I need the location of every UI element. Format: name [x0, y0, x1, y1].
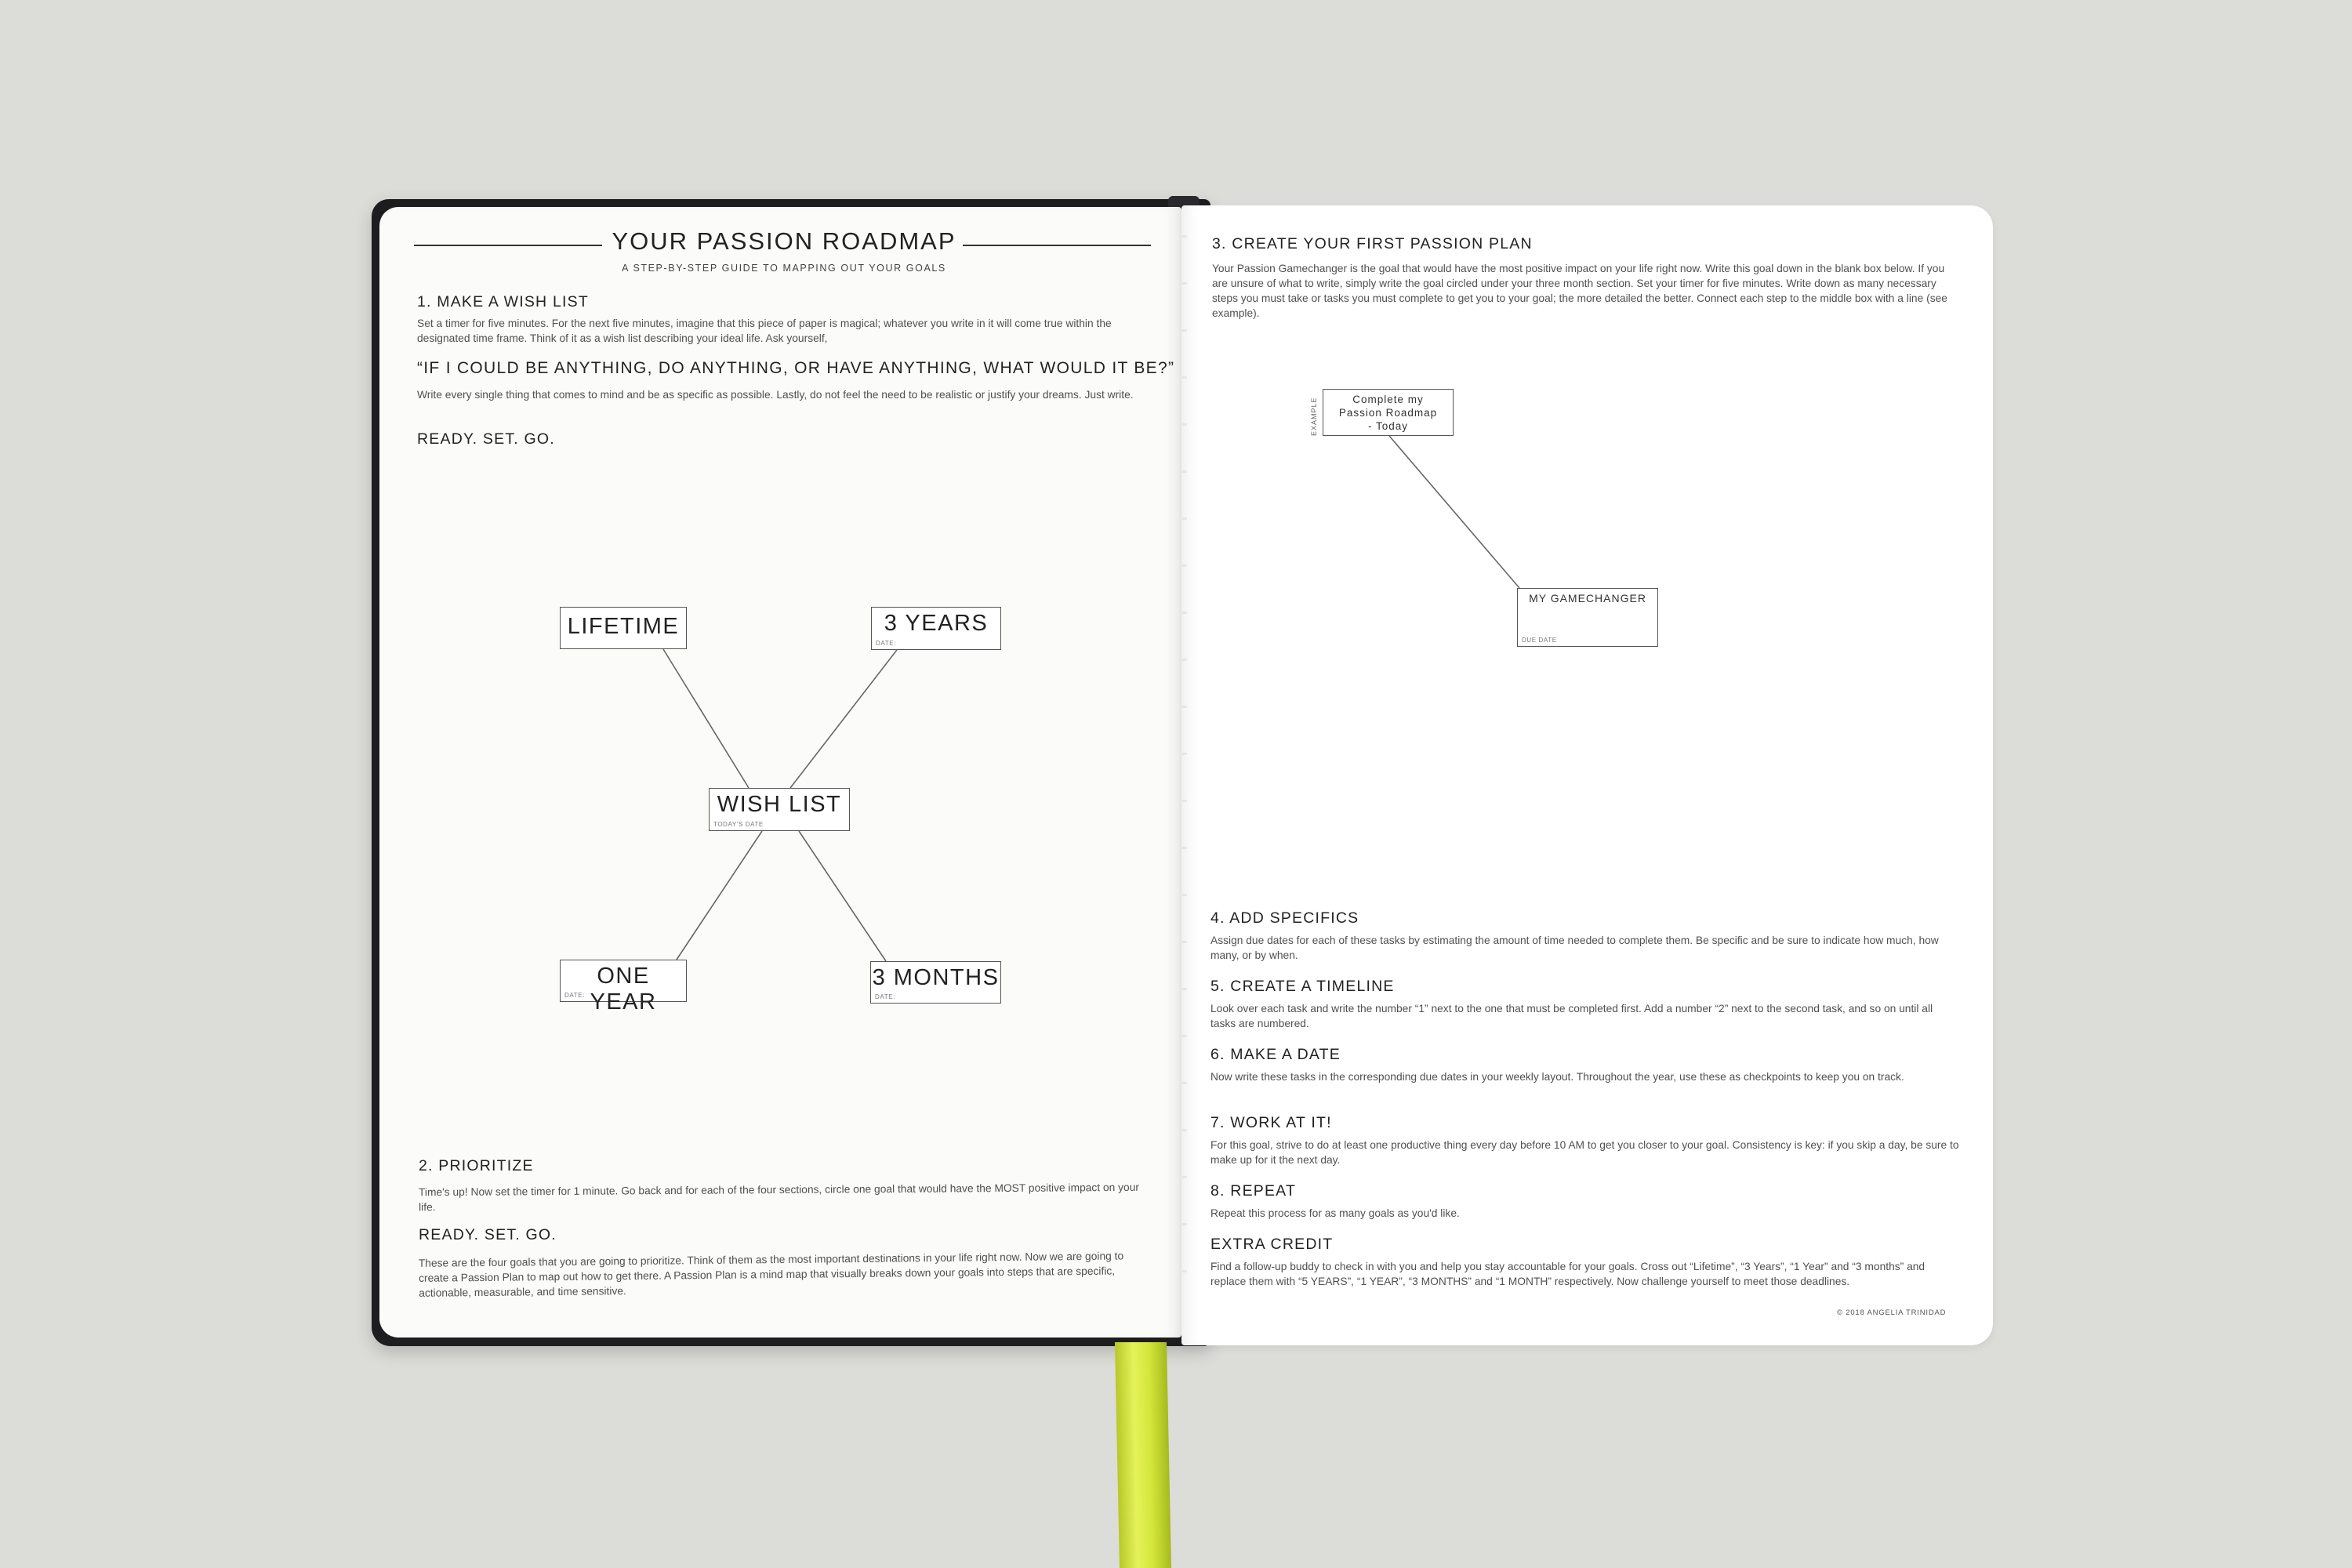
copyright: © 2018 ANGELIA TRINIDAD	[1837, 1308, 1947, 1317]
step-1-body: Set a timer for five minutes. For the next five minutes, imagine that this piece of paper is magical; whatever you write in it will come true within the designated time frame. Think of it as a wish list describing your ideal life. Ask yourself,	[417, 318, 1112, 344]
step-7-heading: 7. WORK AT IT!	[1210, 1114, 1332, 1131]
step-2-body: Time's up! Now set the timer for 1 minute. Go back and for each of the four sections, circle one goal that would have the MOST positive impact on your life.	[418, 1181, 1140, 1214]
example-label: EXAMPLE	[1310, 397, 1318, 436]
3-years-label: 3 YEARS	[884, 611, 989, 636]
step-2-go: READY. SET. GO.	[419, 1226, 557, 1243]
example-line-1: Complete my	[1352, 394, 1424, 405]
gamechanger-box	[1517, 588, 1658, 647]
step-8-heading: 8. REPEAT	[1210, 1182, 1297, 1200]
lifetime-label: LIFETIME	[567, 614, 680, 639]
extra-credit-body: Find a follow-up buddy to check in with you and help you stay accountable for your goals. Cross out “Lifetime”, “3 Years”, “1 Year” and “3 months” and replace them with “5 YEARS”, “1 YEAR”, “3 MONTHS” and “1 MONTH” respectively. Now challenge yourself to meet those deadlines.	[1210, 1261, 1926, 1287]
connector-3-years	[790, 650, 897, 788]
step-5-heading: 5. CREATE A TIMELINE	[1210, 978, 1395, 995]
connector-3-months	[799, 831, 886, 961]
step-7-body: For this goal, strive to do at least one productive thing every day before 10 AM to get you closer to your goal. Consistency is key: if you skip a day, be sure to make up for it the next day.	[1210, 1139, 1959, 1166]
connector-lifetime	[663, 649, 749, 788]
3-years-date: DATE:	[876, 640, 896, 647]
step-8-body: Repeat this process for as many goals as you'd like.	[1210, 1207, 1460, 1219]
step-2-heading: 2. PRIORITIZE	[419, 1157, 534, 1174]
3-months-label: 3 MONTHS	[872, 965, 1000, 990]
step-1-heading: 1. MAKE A WISH LIST	[417, 293, 589, 310]
page-title: YOUR PASSION ROADMAP	[612, 227, 956, 255]
step-1-quote: “IF I COULD BE ANYTHING, DO ANYTHING, OR HAVE ANYTHING, WHAT WOULD IT BE?”	[417, 359, 1175, 377]
wish-list-box	[709, 788, 850, 831]
connector-example	[1389, 436, 1519, 588]
one-year-box	[560, 960, 687, 1014]
step-4-heading: 4. ADD SPECIFICS	[1210, 909, 1359, 927]
step-6-heading: 6. MAKE A DATE	[1210, 1046, 1341, 1063]
extra-credit-heading: EXTRA CREDIT	[1210, 1236, 1334, 1253]
step-1-body-2: Write every single thing that comes to mind and be as specific as possible. Lastly, do not feel the need to be realistic or justify your dreams. Just write.	[417, 389, 1134, 401]
one-year-date: DATE:	[564, 992, 585, 999]
step-1-go: READY. SET. GO.	[417, 430, 555, 448]
wish-list-label: WISH LIST	[717, 792, 842, 817]
page-subtitle: A STEP-BY-STEP GUIDE TO MAPPING OUT YOUR GOALS	[622, 263, 946, 274]
gamechanger-label: MY GAMECHANGER	[1529, 592, 1646, 604]
one-year-label: ONE YEAR	[590, 964, 657, 1014]
step-3-heading: 3. CREATE YOUR FIRST PASSION PLAN	[1212, 235, 1533, 252]
example-box	[1323, 389, 1454, 436]
step-3-body: Your Passion Gamechanger is the goal that would have the most positive impact on your life right now. Write this goal down in the blank box below. If you are unsure of what to write, simply write the goal circled under your three month section. Set your timer for five minutes. Write down as many necessary steps you must take or tasks you must complete to get you to your goal; the more detailed the better. Connect each step to the middle box with a line (see example).	[1212, 263, 1947, 319]
lifetime-box	[560, 607, 687, 649]
wish-list-date: TODAY'S DATE	[713, 821, 764, 828]
step-5-body: Look over each task and write the number “1” next to the one that must be completed first. Add a number “2” next to the second task, and so on until all tasks are numbered.	[1210, 1003, 1933, 1029]
step-6-body: Now write these tasks in the corresponding due dates in your weekly layout. Throughout the year, use these as checkpoints to keep you on track.	[1210, 1071, 1904, 1083]
step-4-body: Assign due dates for each of these tasks by estimating the amount of time needed to complete them. Be specific and be sure to indicate how much, how many, or by when.	[1210, 935, 1939, 961]
3-months-box	[870, 961, 1001, 1004]
3-years-box	[871, 607, 1001, 650]
step-2-body-2: These are the four goals that you are going to prioritize. Think of them as the most important destinations in your life right now. Now we are going to create a Passion Plan to map out how to get there. A Passion Plan is a mind map that visually breaks down your goals into steps that are specific, actionable, measurable, and time sensitive.	[418, 1250, 1124, 1299]
gamechanger-due-date: DUE DATE	[1522, 637, 1557, 644]
connector-one-year	[677, 831, 762, 960]
example-line-2: Passion Roadmap	[1338, 407, 1438, 419]
3-months-date: DATE:	[875, 993, 895, 1000]
example-line-3: - Today	[1367, 420, 1409, 432]
